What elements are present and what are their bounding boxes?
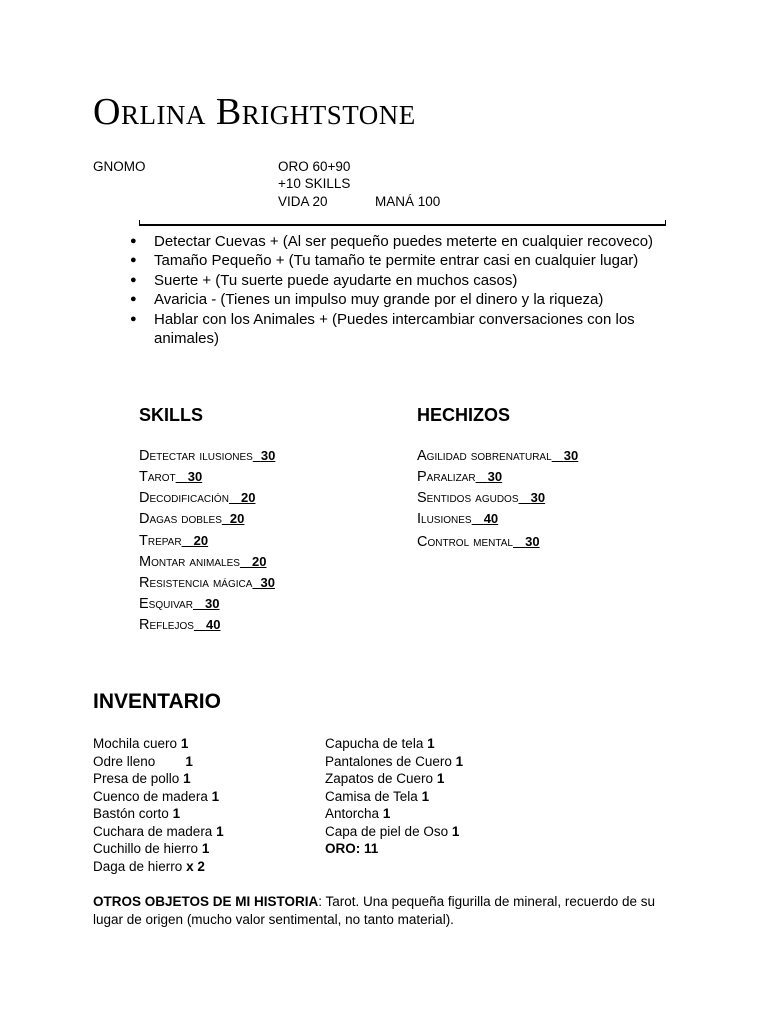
skill-row <box>139 511 244 527</box>
spell-name: Paralizar <box>417 469 476 485</box>
traits-list <box>130 232 690 348</box>
spell-name: Control mental <box>417 534 513 550</box>
spell-value: 30 <box>487 469 503 484</box>
skills-bonus-label: +10 SKILLS <box>278 176 351 191</box>
life-label: VIDA 20 <box>278 194 328 209</box>
inventory-item: Antorcha 1 <box>325 806 391 821</box>
skill-row <box>139 617 221 633</box>
skill-name: Dagas dobles <box>139 511 222 527</box>
skill-name: Reflejos <box>139 617 194 633</box>
skill-name: Montar animales <box>139 554 240 570</box>
skill-name: Trepar <box>139 533 182 549</box>
spell-row <box>417 511 498 527</box>
skill-name: Decodificación <box>139 490 229 506</box>
skill-name: Esquivar <box>139 596 193 612</box>
spells-heading: HECHIZOS <box>417 405 511 425</box>
spell-value: 30 <box>530 490 546 505</box>
inventory-item: Cuchillo de hierro 1 <box>93 841 210 856</box>
story-paragraph <box>93 893 683 928</box>
character-name: Orlina Brightstone <box>93 91 416 133</box>
skill-value: 40 <box>206 617 221 632</box>
inventory-item: Zapatos de Cuero 1 <box>325 771 445 786</box>
inventory-item: Odre lleno 1 <box>93 753 193 769</box>
mana-label: MANÁ 100 <box>375 194 441 209</box>
inventory-item: Pantalones de Cuero 1 <box>325 753 464 769</box>
inventory-heading: INVENTARIO <box>93 690 221 713</box>
trait-item: ● Hablar con los Animales + (Puedes intercambiar conversaciones con los animales) <box>130 310 690 349</box>
inventory-left-column <box>93 735 224 875</box>
spell-value: 30 <box>563 448 579 463</box>
skill-row <box>139 533 208 549</box>
skill-value: 30 <box>205 596 220 611</box>
spell-value: 30 <box>525 534 540 549</box>
inventory-item: Mochila cuero 1 <box>93 736 189 751</box>
trait-item: ● Suerte + (Tu suerte puede ayudarte en muchos casos) <box>130 271 690 290</box>
skill-value: 30 <box>187 469 203 484</box>
skill-name: Tarot <box>139 469 176 485</box>
spell-row <box>417 534 540 550</box>
trait-item: ● Avaricia - (Tienes un impulso muy grande por el dinero y la riqueza) <box>130 290 690 309</box>
spell-row <box>417 448 578 464</box>
inventory-item: Capucha de tela 1 <box>325 736 435 751</box>
skill-name: Resistencia mágica <box>139 575 253 591</box>
spell-row <box>417 469 502 485</box>
race-label: GNOMO <box>93 159 146 174</box>
skill-value: 30 <box>260 575 275 590</box>
skill-row <box>139 448 275 464</box>
skill-value: 30 <box>260 448 276 463</box>
spell-name: Ilusiones <box>417 511 472 527</box>
trait-item: ● Tamaño Pequeño + (Tu tamaño te permite entrar casi en cualquier lugar) <box>130 251 690 270</box>
skill-row <box>139 469 202 485</box>
inventory-item: Cuenco de madera 1 <box>93 788 220 804</box>
skill-row <box>139 554 267 570</box>
skill-name: Detectar ilusiones <box>139 448 253 464</box>
skill-row <box>139 490 255 506</box>
skill-value: 20 <box>193 533 209 548</box>
skills-heading: SKILLS <box>139 405 204 425</box>
skill-row <box>139 596 220 612</box>
spell-name: Sentidos agudos <box>417 490 519 506</box>
inventory-item: Camisa de Tela 1 <box>325 788 430 804</box>
gold-total: ORO: 11 <box>325 841 379 856</box>
gold-label: ORO 60+90 <box>278 159 351 174</box>
skill-value: 20 <box>241 490 256 505</box>
story-label: OTROS OBJETOS DE MI HISTORIA <box>93 894 319 909</box>
skill-row <box>139 575 275 591</box>
inventory-right-column <box>325 735 463 858</box>
spell-name: Agilidad sobrenatural <box>417 448 552 464</box>
inventory-item: Presa de pollo 1 <box>93 771 191 786</box>
trait-item: ● Detectar Cuevas + (Al ser pequeño puedes meterte en cualquier recoveco) <box>130 232 690 251</box>
skill-value: 20 <box>252 554 267 569</box>
spell-row <box>417 490 545 506</box>
spell-value: 40 <box>483 511 499 526</box>
inventory-item: Cuchara de madera 1 <box>93 823 224 839</box>
inventory-item: Daga de hierro x 2 <box>93 858 205 874</box>
story-text: : Tarot. Una pequeña figurilla de mineral, recuerdo de su lugar de origen (mucho valor sentimental, no tanto material). <box>93 894 655 927</box>
skill-value: 20 <box>229 511 245 526</box>
horizontal-divider <box>139 224 666 226</box>
inventory-item: Capa de piel de Oso 1 <box>325 823 460 839</box>
inventory-item: Bastón corto 1 <box>93 806 181 821</box>
